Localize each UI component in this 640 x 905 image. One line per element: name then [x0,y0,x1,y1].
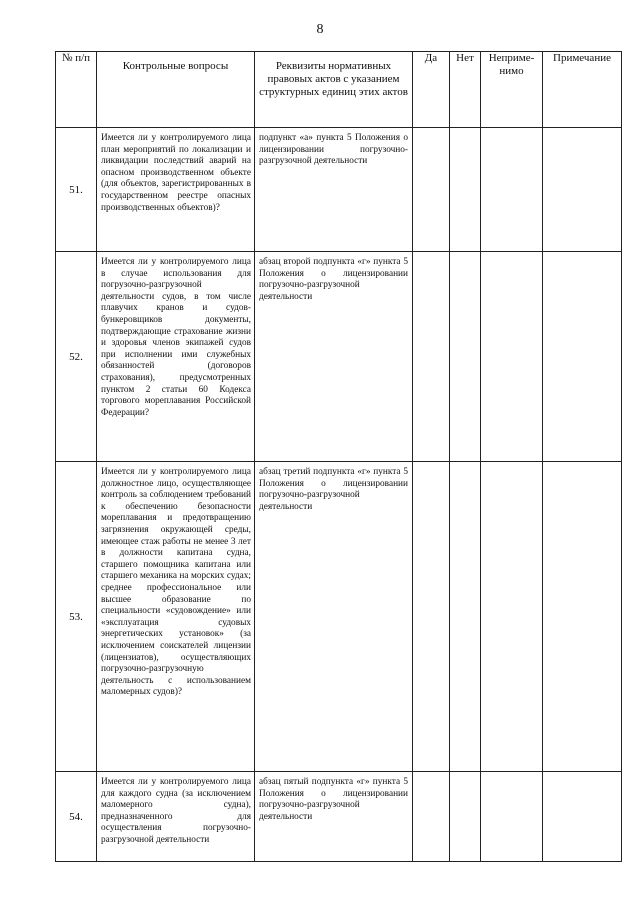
control-question: Имеется ли у контролируемого лица план мероприятий по локализации и ликвидации последствий аварий на опасном производственном объекте (для объектов, зарегистрированных в государственном реестре опасных производственных объектов)? [97,128,255,252]
no-cell[interactable] [450,252,481,462]
na-cell[interactable] [481,772,543,862]
na-cell[interactable] [481,462,543,772]
yes-cell[interactable] [413,462,450,772]
note-cell[interactable] [543,462,622,772]
header-yes: Да [413,52,450,128]
header-num: № п/п [56,52,97,128]
no-cell[interactable] [450,128,481,252]
header-note: Примечание [543,52,622,128]
legal-reference: абзац пятый подпункта «г» пункта 5 Положения о лицензировании погрузочно-разгрузочной деятельности [255,772,413,862]
legal-reference: абзац второй подпункта «г» пункта 5 Положения о лицензировании погрузочно-разгрузочной деятельности [255,252,413,462]
control-question: Имеется ли у контролируемого лица в случае использования для погрузочно-разгрузочной деятельности судов, в том числе плавучих кранов и судов-бункеровщиков документы, подтверждающие страхование жизни и здоровья членов экипажей судов при исполнении ими служебных обязанностей (договоров страхования), предусмотренных пунктом 2 статьи 60 Кодекса торгового мореплавания Российской Федерации? [97,252,255,462]
no-cell[interactable] [450,462,481,772]
yes-cell[interactable] [413,252,450,462]
row-number: 54. [56,772,97,862]
na-cell[interactable] [481,128,543,252]
na-cell[interactable] [481,252,543,462]
checklist-table [55,51,622,862]
legal-reference: абзац третий подпункта «г» пункта 5 Положения о лицензировании погрузочно-разгрузочной деятельности [255,462,413,772]
header-question: Контрольные вопросы [97,52,255,128]
row-number: 51. [56,128,97,252]
table-row [56,772,622,862]
note-cell[interactable] [543,252,622,462]
header-acts: Реквизиты нормативных правовых актов с указанием структурных единиц этих актов [255,52,413,128]
header-na: Неприме-нимо [481,52,543,128]
note-cell[interactable] [543,128,622,252]
no-cell[interactable] [450,772,481,862]
yes-cell[interactable] [413,128,450,252]
table-row [56,128,622,252]
table-row [56,462,622,772]
row-number: 52. [56,252,97,462]
legal-reference: подпункт «а» пункта 5 Положения о лицензировании погрузочно-разгрузочной деятельности [255,128,413,252]
yes-cell[interactable] [413,772,450,862]
control-question: Имеется ли у контролируемого лица для каждого судна (за исключением маломерного судна), предназначенного для осуществления погрузочно-разгрузочной деятельности [97,772,255,862]
header-row [56,52,622,128]
header-no: Нет [450,52,481,128]
control-question: Имеется ли у контролируемого лица должностное лицо, осуществляющее контроль за соблюдением требований к обеспечению безопасности мореплавания и предотвращению загрязнения окружающей среды, имеющее стаж работы не менее 3 лет в должности капитана судна, старшего помощника капитана или старшего механика на морских судах; среднее профессиональное или высшее образование по специальности «судовождение» или «эксплуатация судовых энергетических установок» (за исключением соискателей лицензии (лицензиатов), осуществляющих погрузочно-разгрузочную деятельность с использованием маломерных судов)? [97,462,255,772]
table-row [56,252,622,462]
note-cell[interactable] [543,772,622,862]
row-number: 53. [56,462,97,772]
page-number: 8 [316,22,324,37]
